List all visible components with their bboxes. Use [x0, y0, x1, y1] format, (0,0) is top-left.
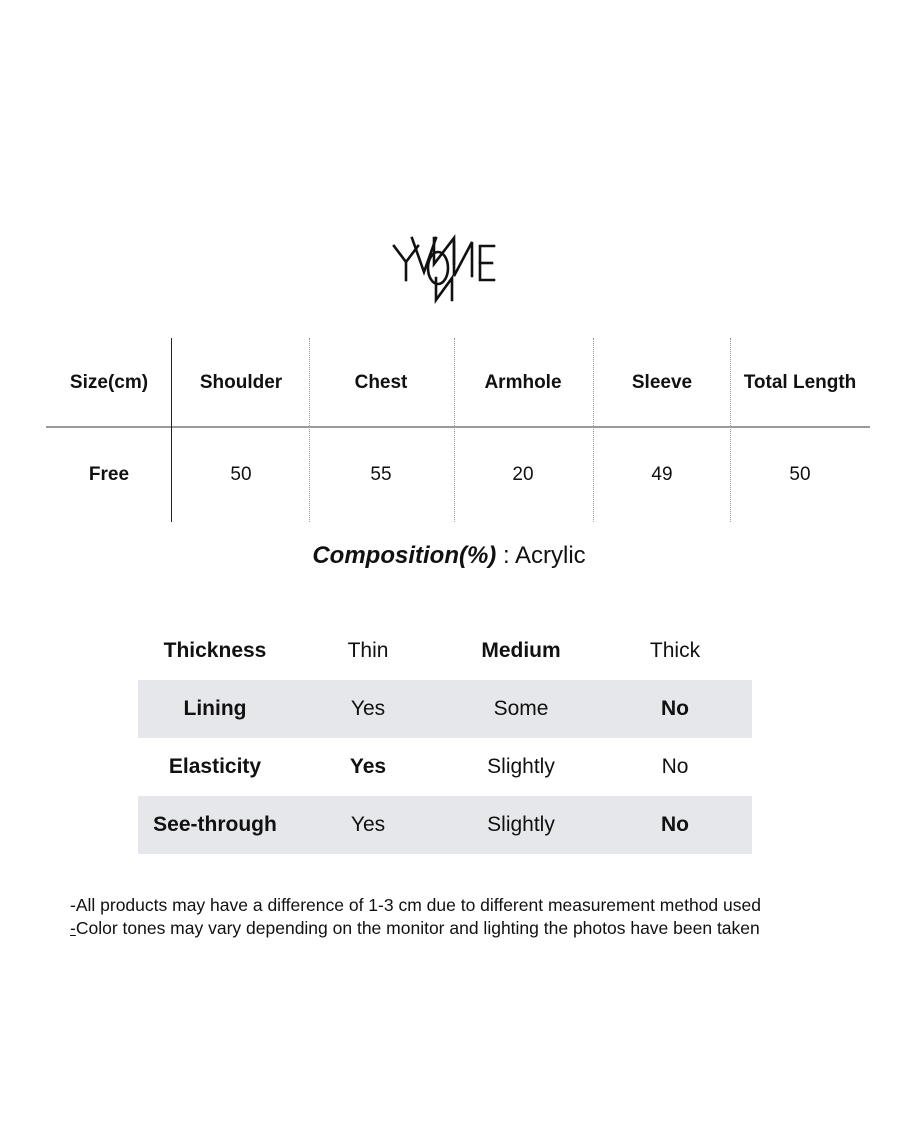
disclaimer-dash: - [70, 918, 76, 938]
fabric-row-label: See-through [153, 813, 277, 836]
size-header-cell: Shoulder [199, 372, 283, 393]
size-table-header-row [46, 338, 870, 428]
fabric-row-see-through [138, 796, 752, 854]
disclaimer-measurement: -All products may have a difference of 1-3 cm due to different measurement method used [70, 895, 761, 915]
fabric-option: Slightly [487, 813, 555, 836]
size-value-cell: 50 [789, 464, 811, 485]
composition-label: Composition(%) [312, 542, 497, 569]
fabric-row-lining [138, 680, 752, 738]
size-table-column-divider [454, 338, 455, 522]
fabric-option: Yes [350, 813, 386, 836]
fabric-option: Some [493, 697, 549, 720]
fabric-option: Thick [649, 639, 701, 662]
size-header-cell: Total Length [743, 372, 857, 393]
size-table-column-divider [309, 338, 310, 522]
size-value-cell: 20 [512, 464, 534, 485]
size-table-column-divider [593, 338, 594, 522]
size-value-cell: Free [88, 464, 130, 485]
fabric-option-selected: No [661, 813, 689, 836]
size-table-divider [46, 426, 870, 428]
size-header-cell: Armhole [484, 372, 562, 393]
disclaimer-notes [70, 894, 870, 940]
size-table-column-divider [171, 338, 172, 522]
fabric-option: Yes [350, 697, 386, 720]
fabric-row-label: Lining [183, 697, 247, 720]
size-header-cell: Chest [354, 372, 408, 393]
composition-separator: : [496, 542, 515, 569]
size-header-cell: Sleeve [631, 372, 693, 393]
brand-logo-mark [388, 228, 508, 304]
fabric-row-label: Thickness [163, 639, 267, 662]
size-value-cell: 50 [230, 464, 252, 485]
size-value-cell: 49 [651, 464, 673, 485]
fabric-option: Slightly [487, 755, 555, 778]
composition-value: Acrylic [515, 542, 586, 569]
fabric-option-selected: No [661, 697, 689, 720]
fabric-properties-table [138, 622, 752, 854]
disclaimer-color-text: Color tones may vary depending on the monitor and lighting the photos have been taken [75, 918, 760, 938]
fabric-option: No [661, 755, 689, 778]
fabric-row-elasticity [138, 738, 752, 796]
fabric-option-selected: Medium [481, 639, 561, 662]
size-table [46, 338, 870, 522]
composition-line [0, 542, 898, 570]
fabric-row-label: Elasticity [168, 755, 262, 778]
size-value-cell: 55 [370, 464, 392, 485]
size-table-row [46, 430, 870, 520]
disclaimer-color [70, 917, 870, 940]
size-table-column-divider [730, 338, 731, 522]
fabric-row-thickness [138, 622, 752, 680]
brand-logo [388, 228, 508, 304]
fabric-option-selected: Yes [349, 755, 387, 778]
size-header-cell: Size(cm) [69, 372, 149, 393]
fabric-option: Thin [347, 639, 389, 662]
